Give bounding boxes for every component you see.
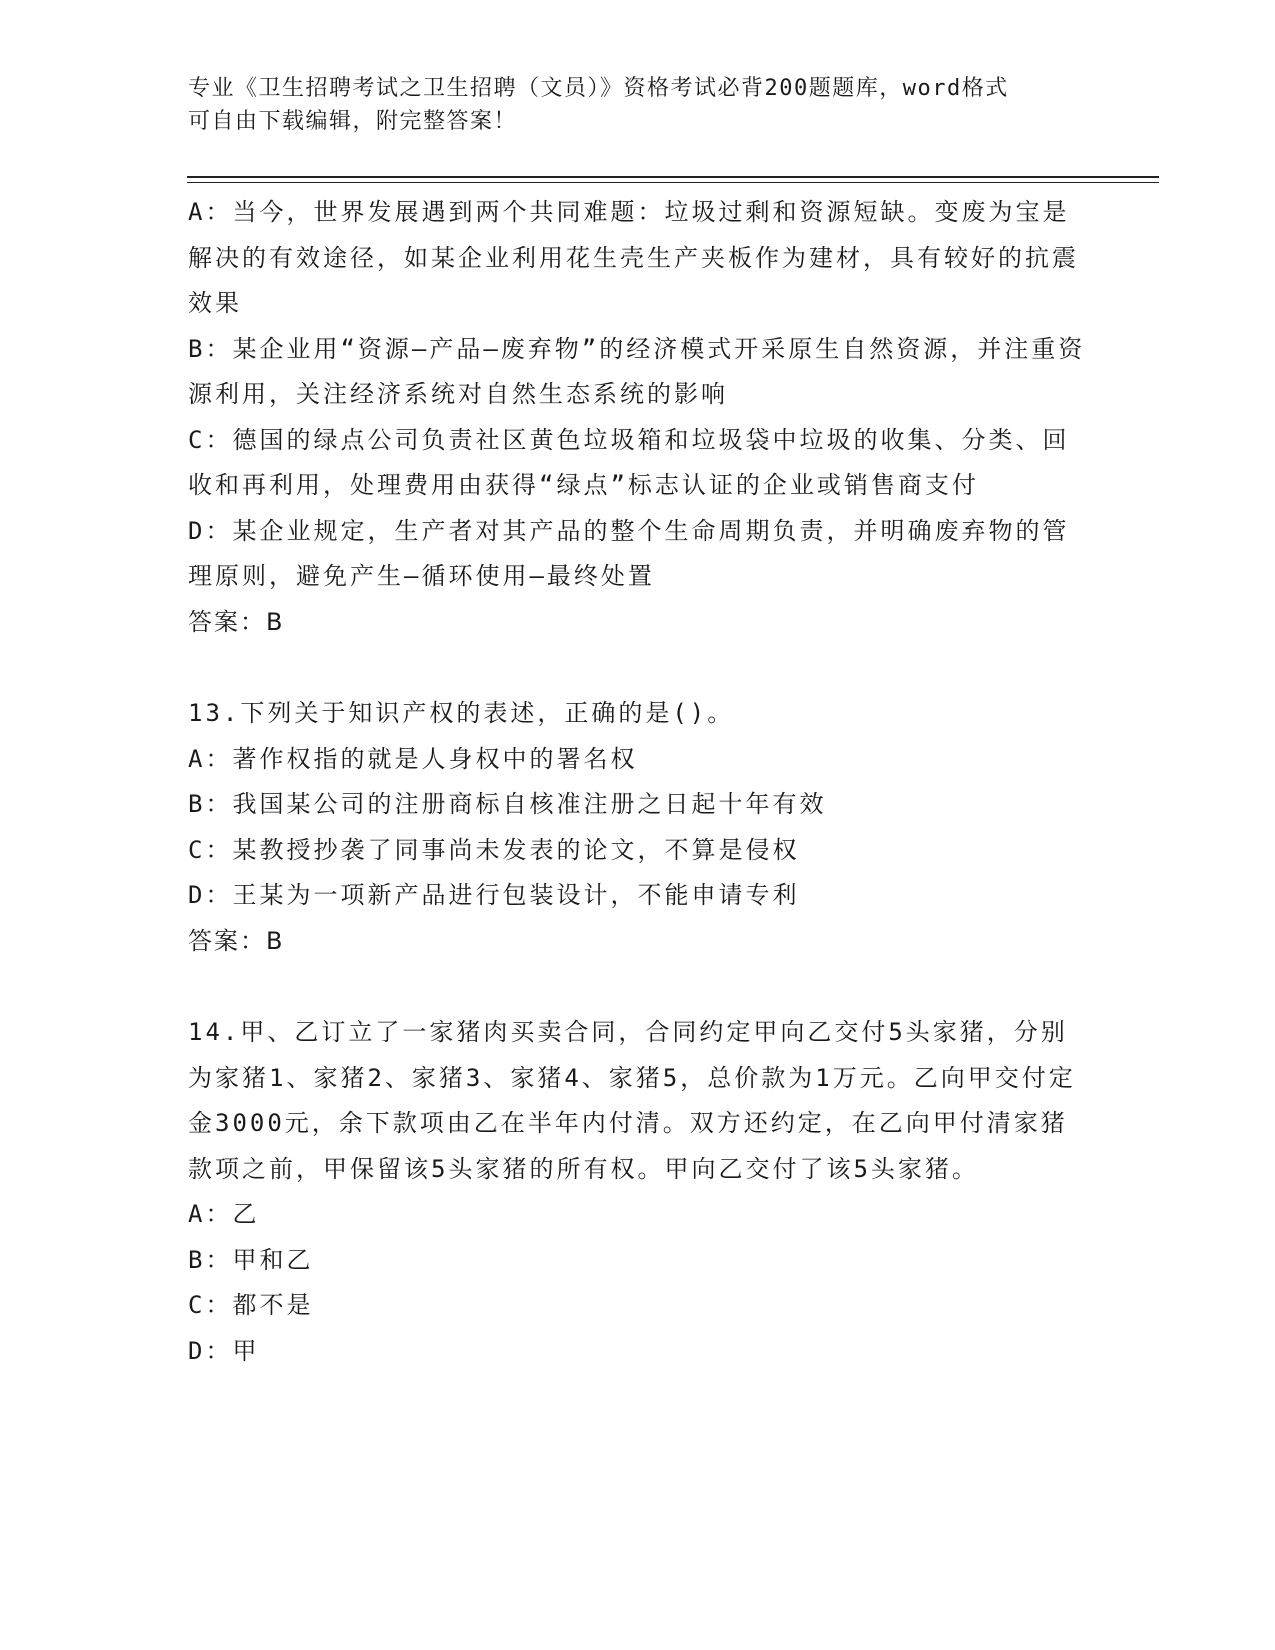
spacer (188, 964, 1088, 1010)
q14-option-b: B：甲和乙 (188, 1245, 314, 1274)
q14-stem: 14.甲、乙订立了一家猪肉买卖合同，合同约定甲向乙交付5头家猪，分别为家猪1、家猪2、家猪3、家猪4、家猪5，总价款为1万元。乙向甲交付定金3000元，余下款项由乙在半年内付清。双方还约定，在乙向甲付清家猪款项之前，甲保留该5头家猪的所有权。甲向乙交付了该5头家猪。 (188, 1018, 1076, 1183)
q13-option-d: D：王某为一项新产品进行包装设计，不能申请专利 (188, 881, 800, 909)
q13-stem: 13.下列关于知识产权的表述，正确的是()。 (188, 699, 735, 727)
q14-option-a: A：乙 (188, 1200, 260, 1228)
q12-option-d: D：某企业规定，生产者对其产品的整个生命周期负责，并明确废弃物的管理原则，避免产生—循环使用—最终处置 (188, 516, 1070, 590)
q14-option-c: C：都不是 (188, 1291, 314, 1319)
q12-answer: 答案：B (188, 607, 285, 636)
q13-option-b: B：我国某公司的注册商标自核准注册之日起十年有效 (188, 790, 827, 818)
document-header (188, 72, 1088, 138)
q12-option-c: C：德国的绿点公司负责社区黄色垃圾箱和垃圾袋中垃圾的收集、分类、回收和再利用，处理费用由获得“绿点”标志认证的企业或销售商支付 (188, 425, 1070, 499)
header-divider-thin (187, 182, 1159, 183)
question-13-block (188, 691, 1088, 964)
q13-option-c: C：某教授抄袭了同事尚未发表的论文，不算是侵权 (188, 835, 800, 864)
header-divider-thick (187, 176, 1159, 178)
q12-option-a: A：当今，世界发展遇到两个共同难题：垃圾过剩和资源短缺。变废为宝是解决的有效途径，如某企业利用花生壳生产夹板作为建材，具有较好的抗震效果 (188, 198, 1079, 317)
q13-answer: 答案：B (188, 926, 285, 955)
spacer (188, 645, 1088, 691)
question-12-block (188, 190, 1088, 645)
q13-option-a: A：著作权指的就是人身权中的署名权 (188, 744, 638, 773)
document-body (188, 190, 1088, 1374)
q12-option-b: B：某企业用“资源—产品—废弃物”的经济模式开采原生自然资源，并注重资源利用，关注经济系统对自然生态系统的影响 (188, 334, 1086, 408)
q14-option-d: D：甲 (188, 1336, 260, 1365)
question-14-block (188, 1010, 1088, 1374)
header-line-2: 可自由下载编辑，附完整答案！ (188, 109, 518, 134)
header-line-1: 专业《卫生招聘考试之卫生招聘（文员）》资格考试必背200题题库，word格式 (188, 76, 1009, 101)
